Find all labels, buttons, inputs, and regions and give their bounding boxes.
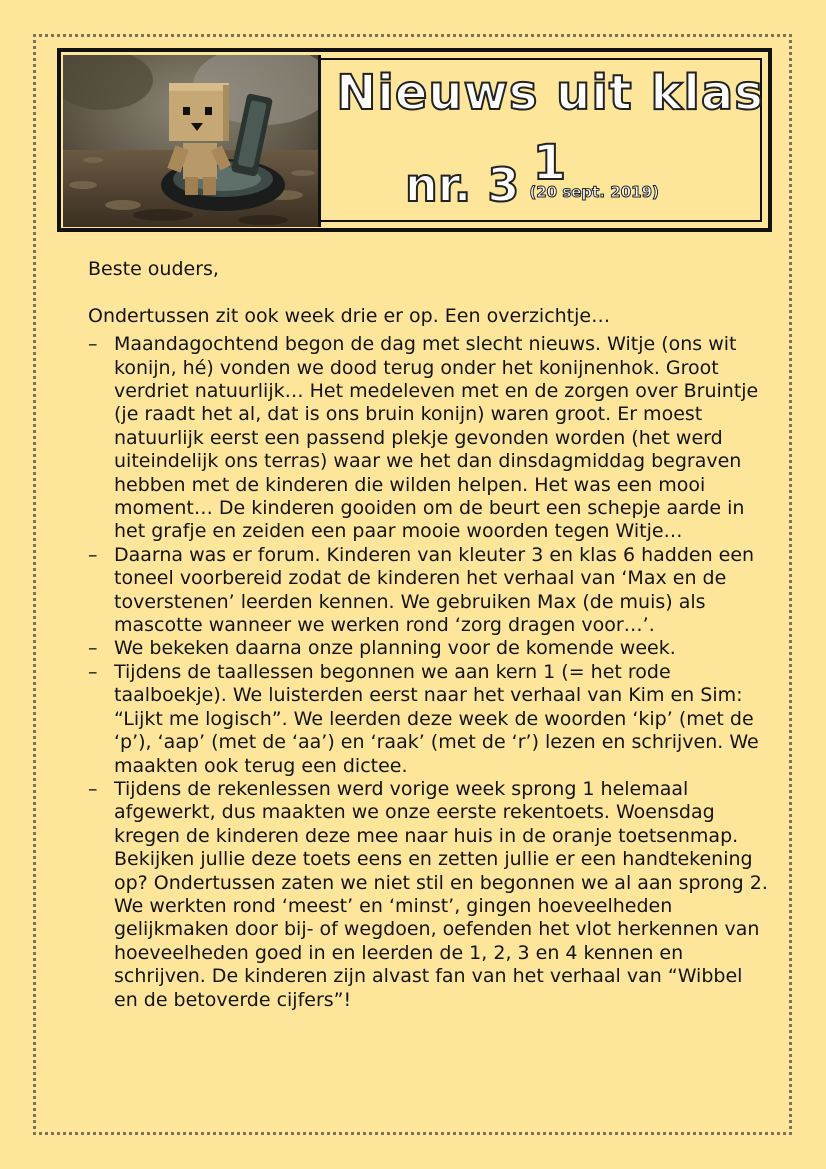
list-item: – Tijdens de rekenlessen werd vorige week sprong 1 helemaal afgewerkt, dus maakten we onze eerste rekentoets. Woensdag kregen de kinderen deze mee naar huis in de oranje toetsenmap. Bekijken jullie deze toets eens en zetten jullie er een handtekening op? Ondertussen zaten we niet stil en begonnen we al aan sprong 2. We werkten rond ‘meest’ en ‘minst’, gingen hoeveelheden gelijkmaken door bij- of wegdoen, oefenden het vlot herkennen van hoeveelheden goed in en leerden de 1, 2, 3 en 4 kennen en schrijven. De kinderen zijn alvast fan van het verhaal van “Wibbel en de betoverde cijfers”!	[88, 778, 768, 1012]
intro: Ondertussen zit ook week drie er op. Een overzichtje…	[88, 304, 611, 327]
letter-body	[88, 258, 768, 1012]
issue-line	[405, 155, 659, 215]
issue-date: (20 sept. 2019)	[529, 183, 659, 201]
issue-number: nr. 3	[405, 158, 520, 212]
list-item: – Daarna was er forum. Kinderen van kleuter 3 en klas 6 hadden een toneel voorbereid zodat de kinderen het verhaal van ‘Max en de toverstenen’ leerden kennen. We gebruiken Max (de muis) als mascotte wanneer we werken rond ‘zorg dragen voor…’.	[88, 544, 768, 638]
newsletter-title: Nieuws uit klas 1	[336, 65, 764, 191]
list-item: – Tijdens de taallessen begonnen we aan kern 1 (= het rode taalboekje). We luisterden eerst naar het verhaal van Kim en Sim: “Lijkt me logisch”. We leerden deze week de woorden ‘kip’ (met de ‘p’), ‘aap’ (met de ‘aa’) en ‘raak’ (met de ‘r’) lezen en schrijven. We maakten ook terug een dictee.	[88, 661, 768, 778]
list-item: – We bekeken daarna onze planning voor de komende week.	[88, 637, 768, 660]
overview-list	[88, 333, 768, 1012]
danbo-compass-photo	[63, 55, 321, 227]
list-item: – Maandagochtend begon de dag met slecht nieuws. Witje (ons wit konijn, hé) vonden we dood terug onder het konijnenhok. Groot verdriet natuurlijk… Het medeleven met en de zorgen over Bruintje (je raadt het al, dat is ons bruin konijn) waren groot. Er moest natuurlijk eerst een passend plekje gevonden worden (het werd uiteindelijk ons terras) waar we het dan dinsdagmiddag begraven hebben met de kinderen die wilden helpen. Het was een mooi moment… De kinderen gooiden om de beurt een schepje aarde in het grafje en zeiden een paar mooie woorden tegen Witje…	[88, 333, 768, 544]
greeting: Beste ouders,	[88, 258, 219, 280]
